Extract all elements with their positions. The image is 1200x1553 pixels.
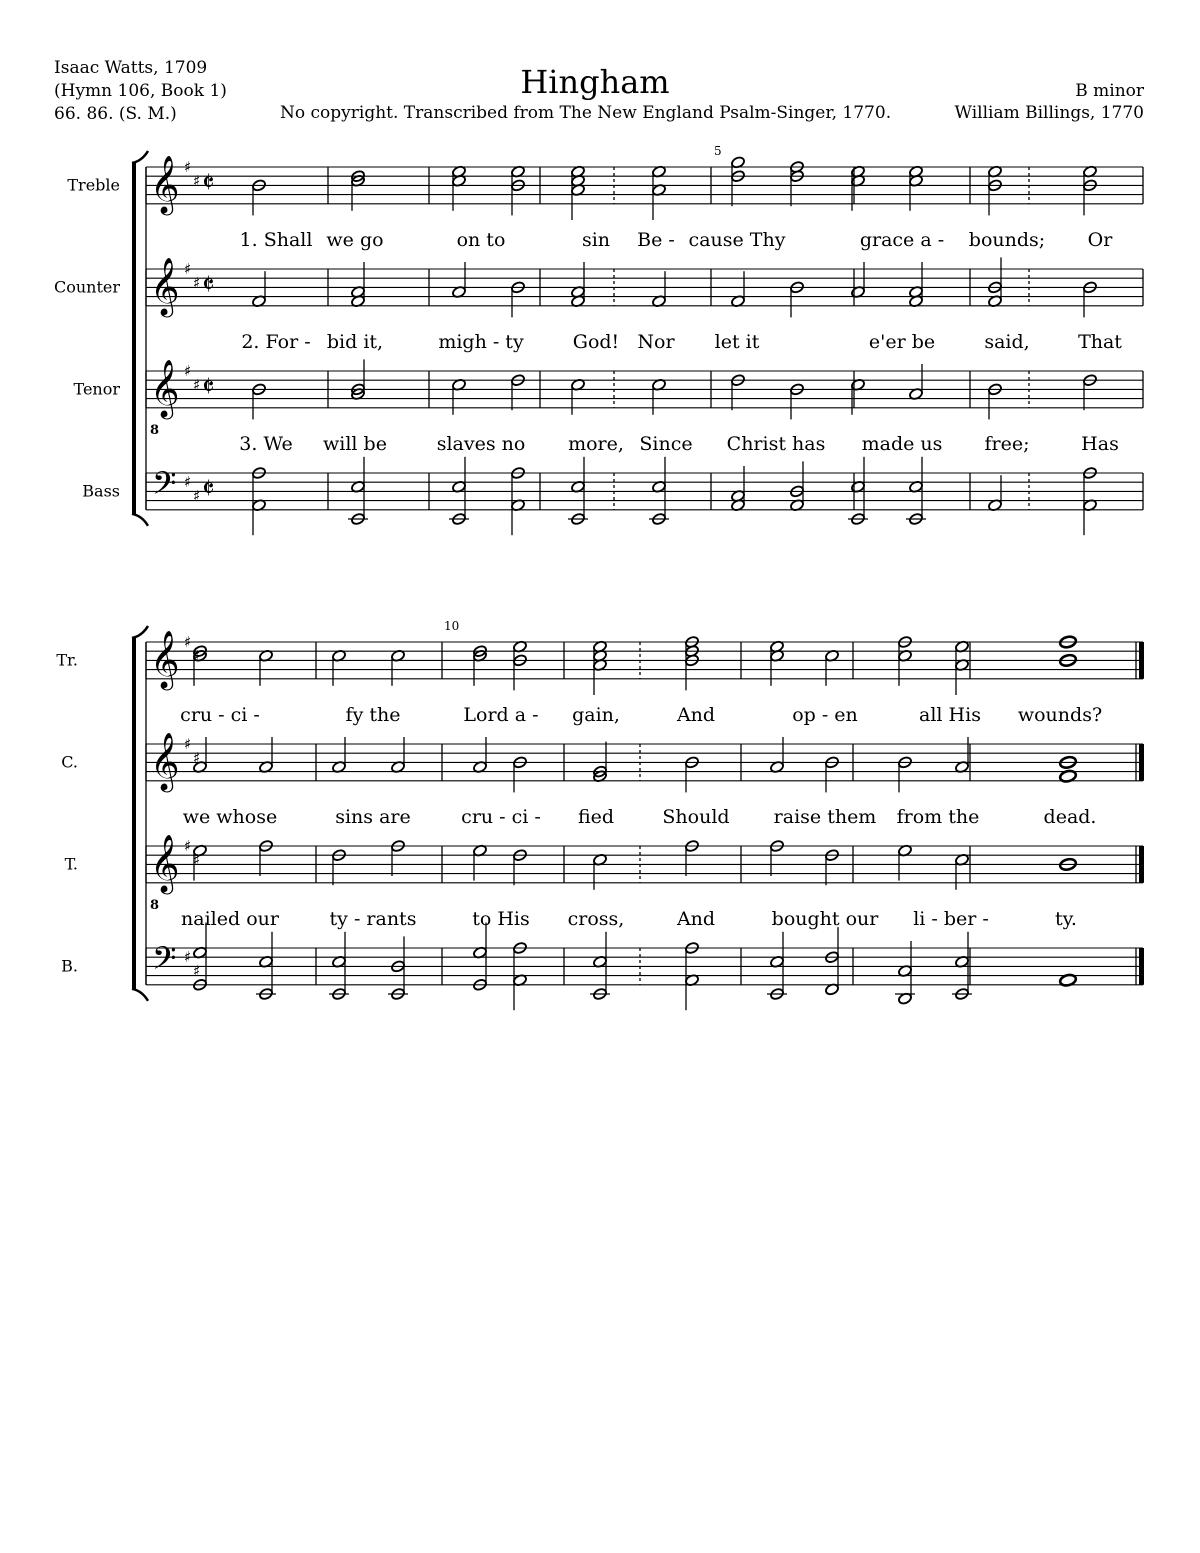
lyric-syllable: said, [984, 330, 1030, 353]
page-title: Hingham [520, 63, 670, 101]
lyric-syllable: all His [919, 703, 981, 726]
lyric-syllable: to His [472, 907, 530, 930]
sharp-icon: ♯ [193, 962, 201, 980]
lyric-syllable: fy the [345, 703, 401, 726]
lyric-syllable: ty. [1055, 907, 1077, 930]
lyric-syllable: sin [581, 228, 611, 251]
lyric-syllable: cross, [567, 907, 625, 930]
lyric-syllable: migh - ty [438, 330, 524, 353]
part-label: Counter [53, 277, 120, 297]
copyright-note: No copyright. Transcribed from The New England Psalm-Singer, 1770. [280, 103, 892, 123]
lyric-syllable: Nor [637, 330, 675, 353]
lyric-syllable: Or [1087, 228, 1113, 251]
octave-mark: 8 [150, 422, 160, 438]
treble-clef-icon: 𝄞 [150, 257, 180, 315]
final-barline-thick [1139, 846, 1144, 883]
measure-number: 10 [444, 619, 460, 633]
lyric-syllable: wounds? [1017, 703, 1103, 726]
sharp-icon: ♯ [193, 748, 201, 767]
lyric-syllable: 2. For - [241, 330, 311, 353]
hymn-source: (Hymn 106, Book 1) [54, 81, 227, 101]
lyric-syllable: we whose [182, 805, 278, 828]
part-label: B. [61, 956, 78, 976]
sharp-icon: ♯ [193, 375, 201, 394]
lyric-syllable: e'er be [868, 330, 936, 353]
lyric-syllable: 3. We [239, 432, 293, 455]
sharp-icon: ♯ [193, 273, 201, 292]
system-bracket [132, 638, 136, 989]
lyric-syllable: bid it, [326, 330, 384, 353]
lyric-syllable: Lord a - [463, 703, 539, 726]
sharp-icon: ♯ [184, 735, 192, 753]
lyric-syllable: cru - ci - [180, 703, 260, 726]
lyric-syllable: Be - [637, 228, 675, 251]
sharp-icon: ♯ [193, 171, 201, 190]
sharp-icon: ♯ [184, 473, 192, 492]
sharp-icon: ♯ [184, 260, 192, 278]
sharp-icon: ♯ [184, 837, 192, 855]
lyric-syllable: And [676, 703, 716, 726]
lyric-syllable: li - ber - [913, 907, 989, 930]
treble-clef-icon: 𝄞 [150, 630, 180, 688]
lyric-syllable: 1. Shall [239, 228, 313, 251]
bracket-top-hook [132, 626, 148, 638]
treble-clef-icon: 𝄞 [150, 155, 180, 213]
lyric-syllable: op - en [792, 703, 858, 726]
key-signature-label: B minor [1075, 81, 1144, 101]
part-label: Tenor [73, 379, 120, 399]
lyric-syllable: And [676, 907, 716, 930]
tenor-clef-icon: 𝄞 [150, 359, 180, 417]
lyric-syllable: we go [326, 228, 384, 251]
part-label: Bass [82, 481, 120, 501]
cut-time-icon: 𝄵 [202, 268, 215, 301]
composer-credit: William Billings, 1770 [954, 103, 1144, 123]
lyric-syllable: God! [572, 330, 620, 353]
final-barline-thick [1139, 948, 1144, 985]
lyric-syllable: nailed our [181, 907, 279, 930]
lyric-syllable: gain, [572, 703, 620, 726]
lyric-syllable: Christ has [726, 432, 826, 455]
system-bracket [132, 163, 136, 514]
measure-number: 5 [714, 144, 722, 158]
lyric-syllable: made us [861, 432, 943, 455]
final-barline-thick [1139, 642, 1144, 679]
part-label: Tr. [56, 650, 78, 670]
lyric-syllable: That [1078, 330, 1122, 353]
lyric-syllable: more, [568, 432, 624, 455]
lyric-syllable: Has [1081, 432, 1119, 455]
part-label: T. [64, 854, 78, 874]
part-label: C. [61, 752, 78, 772]
sharp-icon: ♯ [193, 646, 201, 665]
treble-clef-icon: 𝄞 [150, 732, 180, 790]
bracket-bottom-hook [132, 989, 148, 1001]
lyric-syllable: let it [714, 330, 760, 353]
bracket-bottom-hook [132, 514, 148, 526]
lyric-syllable: dead. [1043, 805, 1097, 828]
author-credit: Isaac Watts, 1709 [54, 58, 208, 78]
bass-clef-icon: 𝄢 [152, 465, 177, 509]
lyric-syllable: Since [639, 432, 693, 455]
meter: 66. 86. (S. M.) [54, 104, 177, 124]
lyric-syllable: slaves no [436, 432, 526, 455]
cut-time-icon: 𝄵 [202, 370, 215, 403]
lyric-syllable: cause Thy [688, 228, 786, 251]
lyric-syllable: ty - rants [329, 907, 417, 930]
octave-mark: 8 [150, 897, 160, 913]
sharp-icon: ♯ [184, 158, 192, 176]
sharp-icon: ♯ [184, 633, 192, 651]
cut-time-icon: 𝄵 [202, 472, 215, 505]
lyric-syllable: free; [984, 432, 1030, 455]
sharp-icon: ♯ [184, 948, 192, 967]
lyric-syllable: Should [662, 805, 730, 828]
bass-clef-icon: 𝄢 [152, 940, 177, 984]
lyric-syllable: from the [896, 805, 980, 828]
lyric-syllable: bought our [771, 907, 879, 930]
part-label: Treble [67, 175, 120, 195]
lyric-syllable: on to [456, 228, 506, 251]
lyric-syllable: raise them [773, 805, 877, 828]
bracket-top-hook [132, 151, 148, 163]
lyric-syllable: sins are [335, 805, 411, 828]
lyric-syllable: will be [323, 432, 387, 455]
lyric-syllable: cru - ci - [461, 805, 541, 828]
tenor-clef-icon: 𝄞 [150, 834, 180, 892]
final-barline-thick [1139, 744, 1144, 781]
sharp-icon: ♯ [193, 850, 201, 869]
lyric-syllable: grace a - [859, 228, 945, 251]
lyric-syllable: fied [577, 805, 615, 828]
sharp-icon: ♯ [184, 362, 192, 380]
cut-time-icon: 𝄵 [202, 166, 215, 199]
sharp-icon: ♯ [193, 487, 201, 505]
lyric-syllable: bounds; [968, 228, 1046, 251]
